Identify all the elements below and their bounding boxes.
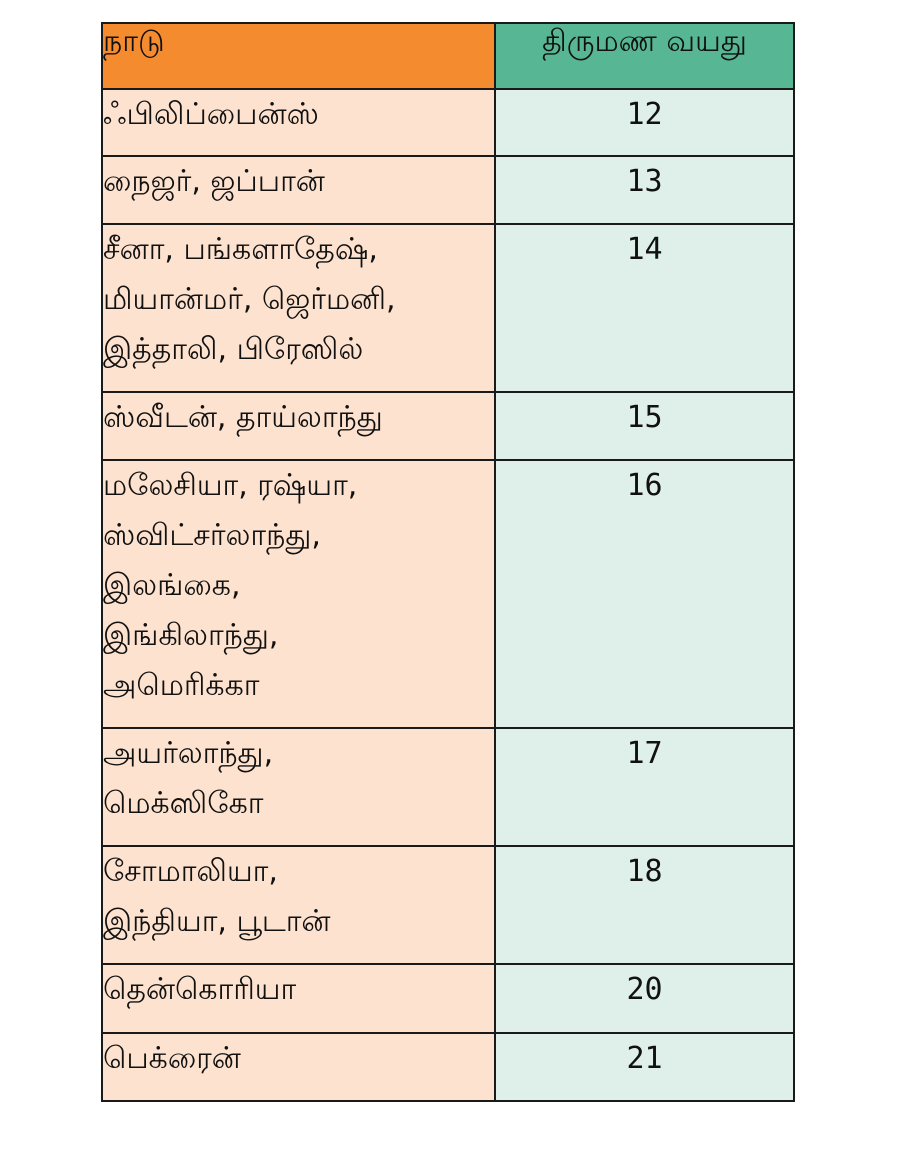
country-name-line: தென்கொரியா (103, 972, 297, 1007)
marriage-age-table (101, 22, 795, 1102)
country-name-line: ஸ்வீடன், தாய்லாந்து (103, 400, 383, 435)
header-marriage-age: திருமண வயது (495, 23, 794, 89)
header-country: நாடு (102, 23, 495, 89)
table-body (102, 89, 794, 1101)
table-row (102, 460, 794, 728)
table-row (102, 392, 794, 460)
country-name-line: அமெரிக்கா (103, 668, 260, 703)
table-row (102, 728, 794, 846)
country-name-line: இங்கிலாந்து, (103, 618, 279, 653)
marriage-age-cell: 13 (495, 156, 794, 224)
country-name-line: மலேசியா, ரஷ்யா, (103, 468, 358, 503)
country-name-line: நைஜர், ஜப்பான் (103, 164, 325, 199)
country-name-line: சோமாலியா, (103, 854, 278, 889)
country-name-line: மியான்மர், ஜெர்மனி, (103, 282, 396, 317)
country-name-line: இத்தாலி, பிரேஸில் (103, 332, 364, 367)
country-cell (102, 846, 495, 964)
country-name-line: ஸ்விட்சர்லாந்து, (103, 518, 321, 553)
marriage-age-cell: 18 (495, 846, 794, 964)
country-name-line: அயர்லாந்து, (103, 736, 274, 771)
marriage-age-cell: 16 (495, 460, 794, 728)
table-row (102, 846, 794, 964)
marriage-age-cell: 21 (495, 1033, 794, 1101)
country-cell (102, 156, 495, 224)
marriage-age-cell: 14 (495, 224, 794, 392)
marriage-age-cell: 12 (495, 89, 794, 156)
marriage-age-cell: 15 (495, 392, 794, 460)
country-cell (102, 728, 495, 846)
marriage-age-cell: 17 (495, 728, 794, 846)
country-name-line: ஃபிலிப்பைன்ஸ் (103, 97, 319, 132)
country-cell (102, 224, 495, 392)
table-row (102, 1033, 794, 1101)
country-cell (102, 964, 495, 1033)
country-cell (102, 89, 495, 156)
table-row (102, 224, 794, 392)
country-cell (102, 1033, 495, 1101)
country-name-line: மெக்ஸிகோ (103, 786, 264, 821)
table-row (102, 156, 794, 224)
country-name-line: சீனா, பங்களாதேஷ், (103, 232, 378, 267)
marriage-age-cell: 20 (495, 964, 794, 1033)
table-header-row (102, 23, 794, 89)
country-name-line: இலங்கை, (103, 568, 241, 603)
table-row (102, 964, 794, 1033)
table-row (102, 89, 794, 156)
country-cell (102, 392, 495, 460)
country-name-line: இந்தியா, பூடான் (103, 904, 331, 939)
country-cell (102, 460, 495, 728)
country-name-line: பெக்ரைன் (103, 1041, 241, 1076)
